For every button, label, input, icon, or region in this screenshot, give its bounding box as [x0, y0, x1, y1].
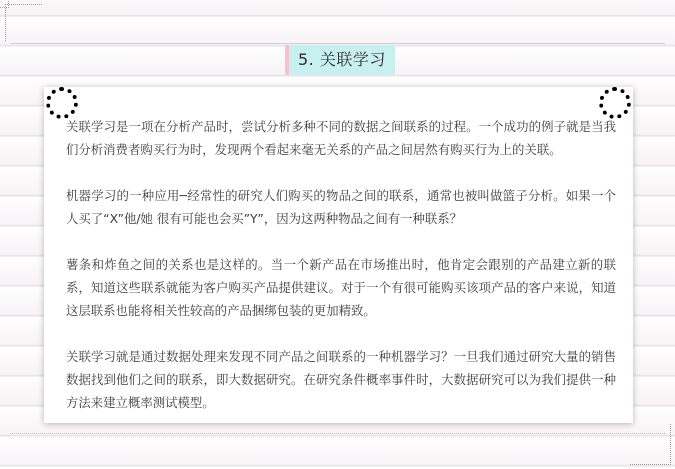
- page-title: 5. 关联学习: [289, 45, 395, 75]
- frame-line-top: [10, 43, 665, 44]
- paragraph-1: 关联学习是一项在分析产品时，尝试分析多种不同的数据之间联系的过程。一个成功的例子就是当我们分析消费者购买行为时，发现两个看起来毫无关系的产品之间居然有购买行为上的关联。: [66, 119, 616, 157]
- paragraph-3: 薯条和炸鱼之间的关系也是这样的。当一个新产品在市场推出时，他肯定会跟别的产品建立新的联系，知道这些联系就能为客户购买产品提供建议。对于一个有很可能购买该项产品的客户来说，知道这层联系也能将相关性较高的产品捆绑包装的更加精致。: [66, 257, 616, 318]
- frame-corner-bottom-right: [630, 424, 671, 465]
- frame-corner-top-left: [5, 4, 42, 41]
- paragraph-4: 关联学习就是通过数据处理来发现不同产品之间联系的一种机器学习？一旦我们通过研究大量的销售数据找到他们之间的联系，即大数据研究。在研究条件概率事件时，大数据研究可以为我们提供一种方法来建立概率测试模型。: [66, 349, 616, 410]
- article-body: [66, 115, 616, 414]
- content-card: [44, 87, 633, 423]
- paragraph-2: 机器学习的一种应用─经常性的研究人们购买的物品之间的联系，通常也被叫做篮子分析。如果一个人买了“X”他/她 很有可能也会买”Y”，因为这两种物品之间有一种联系？: [66, 188, 616, 226]
- frame-line-bottom: [10, 433, 665, 434]
